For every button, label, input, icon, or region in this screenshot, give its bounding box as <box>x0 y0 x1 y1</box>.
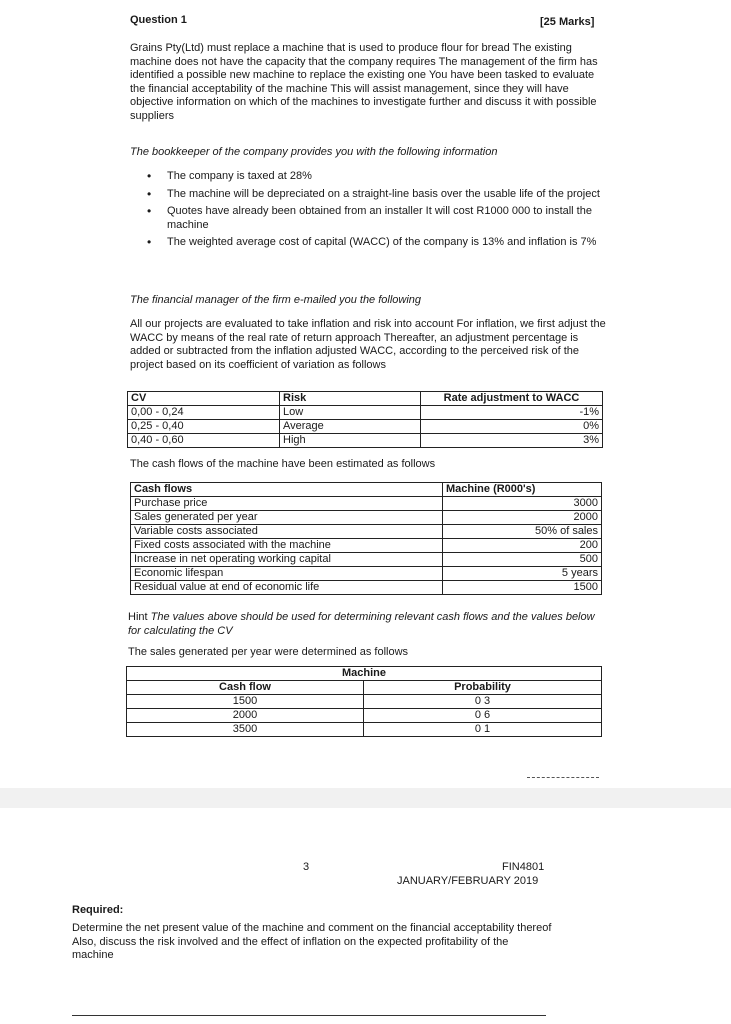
table-cell: 0 1 <box>364 723 602 737</box>
table-cell: 3500 <box>127 723 364 737</box>
table-row <box>127 709 602 723</box>
table-header-cell: Cash flow <box>127 681 364 695</box>
table-cell: 0% <box>421 420 603 434</box>
table-cell: -1% <box>421 406 603 420</box>
table-row <box>131 539 602 553</box>
table-cell: 0 6 <box>364 709 602 723</box>
table-cell: Variable costs associated <box>131 525 443 539</box>
table-header-cell: Rate adjustment to WACC <box>421 392 603 406</box>
table-header-row <box>127 681 602 695</box>
risk-adjustment-table <box>127 391 603 448</box>
hint-text <box>128 611 606 638</box>
table-row <box>131 497 602 511</box>
question-title: Question 1 <box>130 14 187 26</box>
page-cut-mark <box>527 777 599 778</box>
list-item: • The weighted average cost of capital (WACC) of the company is 13% and inflation is 7% <box>147 235 597 249</box>
table-header-cell: CV <box>128 392 280 406</box>
table-header-row <box>131 483 602 497</box>
cashflow-intro: The cash flows of the machine have been estimated as follows <box>130 458 436 470</box>
table-cell: Residual value at end of economic life <box>131 581 443 595</box>
exam-session: JANUARY/FEBRUARY 2019 <box>397 875 539 887</box>
table-cell: Fixed costs associated with the machine <box>131 539 443 553</box>
list-item: • Quotes have already been obtained from an installer It will cost R1000 000 to install the machine <box>147 204 592 231</box>
hint-label: Hint <box>128 611 148 623</box>
sales-intro: The sales generated per year were determined as follows <box>128 646 409 658</box>
page-number: 3 <box>303 861 310 873</box>
list-item: • The company is taxed at 28% <box>147 169 312 183</box>
question-marks: [25 Marks] <box>540 16 595 28</box>
table-cell: Economic lifespan <box>131 567 443 581</box>
required-label: Required: <box>72 904 124 916</box>
table-cell: 5 years <box>443 567 602 581</box>
bookkeeper-list <box>147 169 607 254</box>
table-title-cell: Machine <box>127 667 602 681</box>
bullet-icon: • <box>147 169 152 183</box>
table-cell: Increase in net operating working capital <box>131 553 443 567</box>
table-row <box>131 553 602 567</box>
table-cell: 3000 <box>443 497 602 511</box>
bullet-icon: • <box>147 204 152 218</box>
list-item: • The machine will be depreciated on a straight-line basis over the usable life of the project <box>147 186 600 201</box>
table-cell: 2000 <box>443 511 602 525</box>
table-cell: 200 <box>443 539 602 553</box>
table-cell: Average <box>280 420 421 434</box>
table-header-cell: Risk <box>280 392 421 406</box>
intro-paragraph: Grains Pty(Ltd) must replace a machine that is used to produce flour for bread The existing machine does not have the capacity that the company requires The management of the firm has identified a possible new machine to replace the existing one You have been tasked to evaluate the financial acceptability of the machine This will assist management, since they will have objective information on which of the machines to investigate further and discuss it with possible suppliers <box>130 42 598 122</box>
table-cell: 0 3 <box>364 695 602 709</box>
bookkeeper-heading: The bookkeeper of the company provides you with the following information <box>130 146 498 158</box>
table-cell: 0,25 - 0,40 <box>128 420 280 434</box>
table-cell: Purchase price <box>131 497 443 511</box>
probability-table <box>126 666 602 737</box>
bullet-icon: • <box>147 235 152 249</box>
table-cell: Sales generated per year <box>131 511 443 525</box>
hint-body: The values above should be used for determining relevant cash flows and the values below for calculating the CV <box>128 611 595 637</box>
table-cell: 0,40 - 0,60 <box>128 434 280 448</box>
table-row <box>128 406 603 420</box>
table-row <box>131 525 602 539</box>
manager-paragraph: All our projects are evaluated to take inflation and risk into account For inflation, we first adjust the WACC by means of the real rate of return approach Thereafter, an adjustment percentage is added or subtracted from the inflation adjusted WACC, according to the perceived risk of the project based on its coefficient of variation as follows <box>130 318 606 371</box>
required-text: Determine the net present value of the machine and comment on the financial acceptability thereof Also, discuss the risk involved and the effect of inflation on the expected profitability of the machine <box>72 922 552 961</box>
table-cell: 50% of sales <box>443 525 602 539</box>
cashflow-table <box>130 482 602 595</box>
table-row <box>128 420 603 434</box>
table-cell: 3% <box>421 434 603 448</box>
table-cell: Low <box>280 406 421 420</box>
table-header-cell: Machine (R000's) <box>443 483 602 497</box>
table-cell: 0,00 - 0,24 <box>128 406 280 420</box>
table-title-row <box>127 667 602 681</box>
table-header-cell: Cash flows <box>131 483 443 497</box>
table-row <box>127 695 602 709</box>
table-cell: 1500 <box>127 695 364 709</box>
course-code: FIN4801 <box>502 861 545 873</box>
table-cell: 1500 <box>443 581 602 595</box>
table-cell: 500 <box>443 553 602 567</box>
table-row <box>127 723 602 737</box>
table-row <box>131 567 602 581</box>
table-row <box>131 581 602 595</box>
bullet-icon: • <box>147 186 152 201</box>
manager-heading: The financial manager of the firm e-mailed you the following <box>130 294 422 306</box>
bottom-rule <box>72 1015 546 1016</box>
table-cell: High <box>280 434 421 448</box>
table-header-cell: Probability <box>364 681 602 695</box>
table-header-row <box>128 392 603 406</box>
table-row <box>131 511 602 525</box>
table-cell: 2000 <box>127 709 364 723</box>
table-row <box>128 434 603 448</box>
